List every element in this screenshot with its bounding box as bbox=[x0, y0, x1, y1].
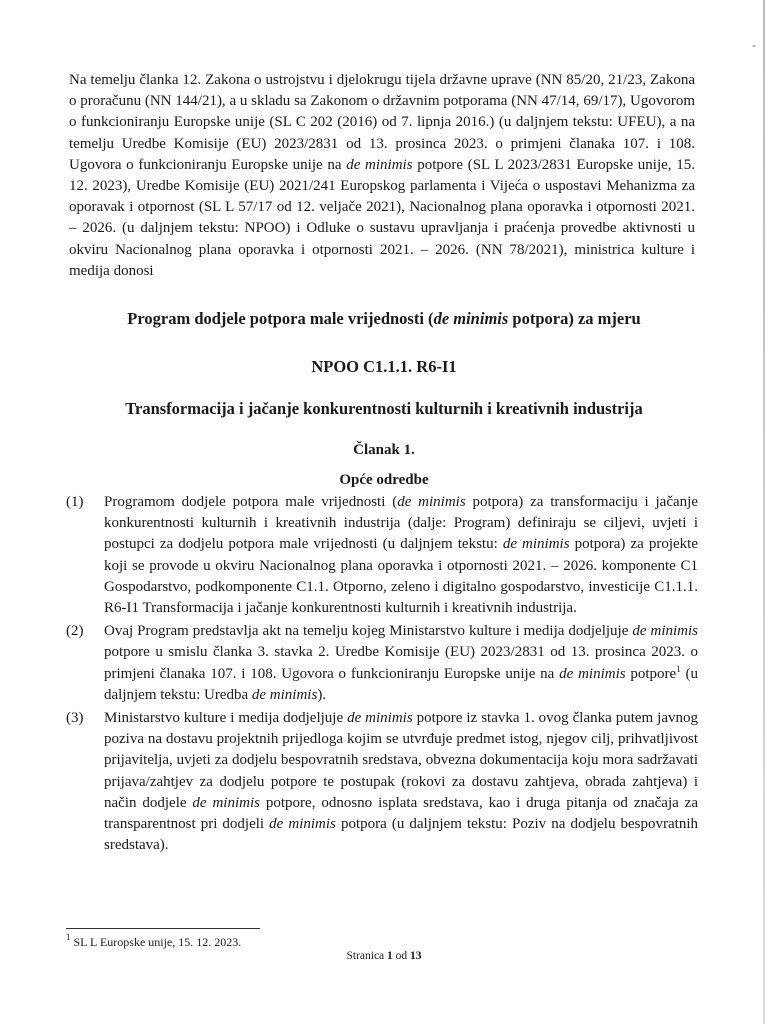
document-subtitle: Transformacija i jačanje konkurentnosti kulturnih i kreativnih industrija bbox=[125, 399, 643, 418]
paragraph-2 bbox=[66, 621, 698, 706]
paragraph-3 bbox=[66, 708, 698, 856]
section-heading: Opće odredbe bbox=[339, 472, 429, 488]
measure-code: NPOO C1.1.1. R6-I1 bbox=[311, 357, 457, 376]
paragraph-text: Ministarstvo kulture i medija dodjeljuje de minimis potpore iz stavka 1. ovog članka putem javnog poziva na dostavu projektnih prijedloga kojim se utvrđuje predmet istog, njegov cilj, prihvatljivost prijavitelja, uvjeti za dodjelu bespovratnih sredstava, obvezna dokumentacija koju mora sadržavati prijava/zahtjev za dodjelu potpore te postupak (rokovi za dostavu zahtjeva, obrada zahtjeva) i način dodjele de minimis potpore, odnosno isplata sredstava, kao i druga pitanja od značaja za transparentnost pri dodjeli de minimis potpora (u daljnjem tekstu: Poziv na dodjelu bespovratnih sredstava). bbox=[104, 710, 698, 854]
document-title: Program dodjele potpora male vrijednosti (de minimis potpora) za mjeru bbox=[127, 309, 641, 328]
paragraph-number: (1) bbox=[66, 494, 84, 510]
paragraph-1 bbox=[66, 492, 698, 619]
footnote: $^1$ SL L Europske unije, 15. 12. 2023. bbox=[66, 932, 242, 949]
footnote-marker: 1 bbox=[66, 932, 71, 942]
paragraph-text: Ovaj Program predstavlja akt na temelju kojeg Ministarstvo kulture i medija dodjeljuje de minimis potpore u smislu članka 3. stavka 2. Uredbe Komisije (EU) 2023/2831 od 13. prosinca 2023. o primjeni članaka 107. i 108. Ugovora o funkcioniranju Europske unije na de minimis potpore$^1$ (u daljnjem tekstu: Uredba de minimis). bbox=[104, 623, 699, 703]
footnote-divider bbox=[66, 928, 260, 929]
paragraph-text: Programom dodjele potpora male vrijednosti (de minimis potpora) za transformaciju i jačanje konkurentnosti kulturnih i kreativnih industrija (dalje: Program) definiraju se ciljevi, uvjeti i postupci za dodjelu potpora male vrijednosti (u daljnjem tekstu: de minimis potpora) za projekte koji se provode u okviru Nacionalnog plana oporavka i otpornosti 2021. – 2026. komponente C1 Gospodarstvo, podkomponente C1.1. Otporno, zeleno i digitalno gospodarstvo, investicije C1.1.1. R6-I1 Transformacija i jačanje konkurentnosti kulturnih i kreativnih industrija. bbox=[104, 494, 699, 617]
article-heading: Članak 1. bbox=[353, 442, 415, 458]
corner-mark: - bbox=[752, 38, 756, 52]
preamble-paragraph: Na temelju članka 12. Zakona o ustrojstvu i djelokrugu tijela državne uprave (NN 85/20, 21/23, Zakona o proračunu (NN 144/21), a u skladu sa Zakonom o državnim potporama (NN 47/14, 69/17), Ugovorom o funkcioniranju Europske unije (SL C 202 (2016) od 7. lipnja 2016.) (u daljnjem tekstu: UFEU), a na temelju Uredbe Komisije (EU) 2023/2831 od 13. prosinca 2023. o primjeni članaka 107. i 108. Ugovora o funkcioniranju Europske unije na de minimis potpore (SL L 2023/2831 Europske unije, 15. 12. 2023), Uredbe Komisije (EU) 2021/241 Europskog parlamenta i Vijeća o uspostavi Mehanizma za oporavak i otpornost (SL L 57/17 od 12. veljače 2021), Nacionalnog plana oporavka i otpornosti 2021. – 2026. (u daljnjem tekstu: NPOO) i Odluke o sustavu upravljanja i praćenja provedbe aktivnosti u okviru Nacionalnog plana oporavka i otpornosti 2021. – 2026. (NN 78/2021), ministrica kulture i medija donosi bbox=[69, 72, 695, 279]
article-paragraphs bbox=[66, 492, 698, 856]
paragraph-number: (3) bbox=[66, 710, 84, 727]
paragraph-number: (2) bbox=[66, 623, 84, 640]
scan-edge-shadow bbox=[763, 0, 765, 1024]
footnote-reference[interactable]: 1 bbox=[676, 663, 681, 674]
page-number: Stranica 1 od 13 bbox=[346, 950, 422, 962]
